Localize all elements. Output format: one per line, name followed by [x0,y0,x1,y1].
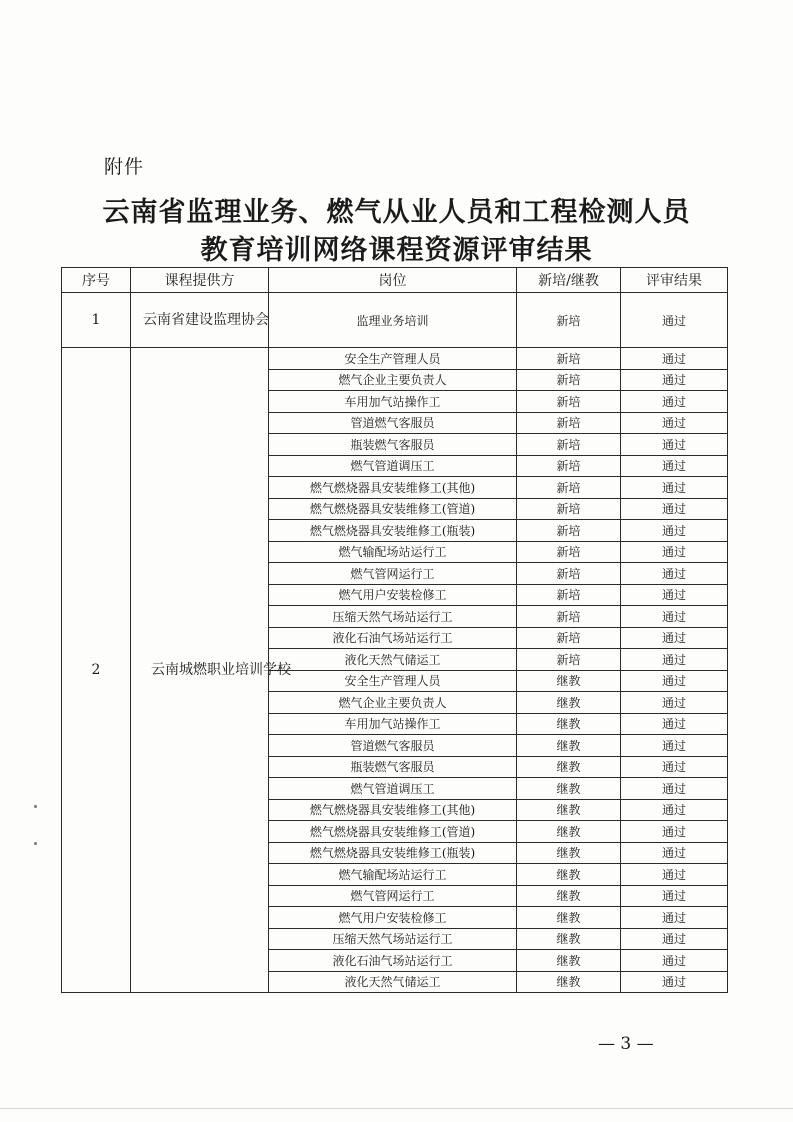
review-results-table [61,267,728,993]
position-cell: 车用加气站操作工 [269,713,517,735]
position-cell: 燃气企业主要负责人 [269,692,517,714]
position-cell: 燃气输配场站运行工 [269,541,517,563]
type-cell: 新培 [517,649,621,671]
type-cell: 新培 [517,391,621,413]
result-cell: 通过 [621,670,728,692]
type-cell: 继教 [517,907,621,929]
type-cell: 继教 [517,799,621,821]
result-cell: 通过 [621,391,728,413]
type-cell: 新培 [517,584,621,606]
result-cell: 通过 [621,541,728,563]
result-cell: 通过 [621,864,728,886]
result-cell: 通过 [621,477,728,499]
result-cell: 通过 [621,950,728,972]
result-cell: 通过 [621,735,728,757]
scan-speck [34,842,37,845]
table-row [62,293,728,348]
position-cell: 燃气燃烧器具安装维修工(瓶装) [269,520,517,542]
header-seq: 序号 [62,268,131,293]
result-cell: 通过 [621,907,728,929]
position-cell: 液化天然气储运工 [269,649,517,671]
result-cell: 通过 [621,627,728,649]
position-cell: 管道燃气客服员 [269,735,517,757]
position-cell: 燃气管道调压工 [269,455,517,477]
result-cell: 通过 [621,563,728,585]
type-cell: 新培 [517,520,621,542]
result-cell: 通过 [621,412,728,434]
type-cell: 新培 [517,627,621,649]
type-cell: 继教 [517,864,621,886]
attachment-label: 附件 [104,156,145,178]
position-cell: 压缩天然气场站运行工 [269,606,517,628]
result-cell: 通过 [621,455,728,477]
type-cell: 继教 [517,692,621,714]
position-cell: 燃气燃烧器具安装维修工(瓶装) [269,842,517,864]
position-cell: 液化天然气储运工 [269,971,517,993]
type-cell: 继教 [517,928,621,950]
position-cell: 瓶装燃气客服员 [269,434,517,456]
type-cell: 新培 [517,606,621,628]
seq-cell: 2 [62,348,131,993]
result-cell: 通过 [621,692,728,714]
result-cell: 通过 [621,649,728,671]
seq-cell: 1 [62,293,131,348]
document-title-line-1: 云南省监理业务、燃气从业人员和工程检测人员 [102,197,691,228]
result-cell: 通过 [621,348,728,370]
page-number: — 3 — [598,1034,654,1054]
result-cell: 通过 [621,498,728,520]
result-cell: 通过 [621,971,728,993]
table-header-row [62,268,728,293]
position-cell: 液化石油气场站运行工 [269,950,517,972]
type-cell: 新培 [517,434,621,456]
result-cell: 通过 [621,928,728,950]
position-cell: 管道燃气客服员 [269,412,517,434]
position-cell: 燃气管道调压工 [269,778,517,800]
type-cell: 继教 [517,885,621,907]
result-cell: 通过 [621,756,728,778]
header-position: 岗位 [269,268,517,293]
provider-cell: 云南省建设监理协会 [131,293,269,348]
position-cell: 燃气用户安装检修工 [269,584,517,606]
result-cell: 通过 [621,369,728,391]
result-cell: 通过 [621,842,728,864]
result-cell: 通过 [621,434,728,456]
type-cell: 继教 [517,735,621,757]
position-cell: 燃气输配场站运行工 [269,864,517,886]
type-cell: 继教 [517,670,621,692]
result-cell: 通过 [621,778,728,800]
scan-speck [34,805,37,808]
type-cell: 继教 [517,971,621,993]
position-cell: 监理业务培训 [269,293,517,348]
type-cell: 新培 [517,498,621,520]
type-cell: 新培 [517,369,621,391]
type-cell: 新培 [517,455,621,477]
position-cell: 燃气管网运行工 [269,563,517,585]
type-cell: 新培 [517,563,621,585]
position-cell: 燃气燃烧器具安装维修工(其他) [269,799,517,821]
type-cell: 继教 [517,778,621,800]
type-cell: 新培 [517,477,621,499]
provider-cell: 云南城燃职业培训学校 [131,348,269,993]
result-cell: 通过 [621,885,728,907]
position-cell: 燃气燃烧器具安装维修工(管道) [269,821,517,843]
position-cell: 安全生产管理人员 [269,348,517,370]
position-cell: 燃气燃烧器具安装维修工(管道) [269,498,517,520]
position-cell: 安全生产管理人员 [269,670,517,692]
position-cell: 燃气用户安装检修工 [269,907,517,929]
position-cell: 瓶装燃气客服员 [269,756,517,778]
type-cell: 继教 [517,821,621,843]
type-cell: 新培 [517,293,621,348]
type-cell: 新培 [517,412,621,434]
type-cell: 继教 [517,950,621,972]
position-cell: 燃气管网运行工 [269,885,517,907]
result-cell: 通过 [621,293,728,348]
result-cell: 通过 [621,606,728,628]
type-cell: 继教 [517,842,621,864]
type-cell: 新培 [517,541,621,563]
position-cell: 液化石油气场站运行工 [269,627,517,649]
result-cell: 通过 [621,584,728,606]
result-cell: 通过 [621,799,728,821]
header-type: 新培/继教 [517,268,621,293]
result-cell: 通过 [621,713,728,735]
header-provider: 课程提供方 [131,268,269,293]
result-cell: 通过 [621,821,728,843]
scan-edge-line [0,1108,793,1109]
position-cell: 燃气企业主要负责人 [269,369,517,391]
position-cell: 压缩天然气场站运行工 [269,928,517,950]
position-cell: 车用加气站操作工 [269,391,517,413]
type-cell: 继教 [517,756,621,778]
result-cell: 通过 [621,520,728,542]
header-result: 评审结果 [621,268,728,293]
table-row [62,348,728,370]
position-cell: 燃气燃烧器具安装维修工(其他) [269,477,517,499]
type-cell: 继教 [517,713,621,735]
type-cell: 新培 [517,348,621,370]
document-title-line-2: 教育培训网络课程资源评审结果 [200,235,593,266]
